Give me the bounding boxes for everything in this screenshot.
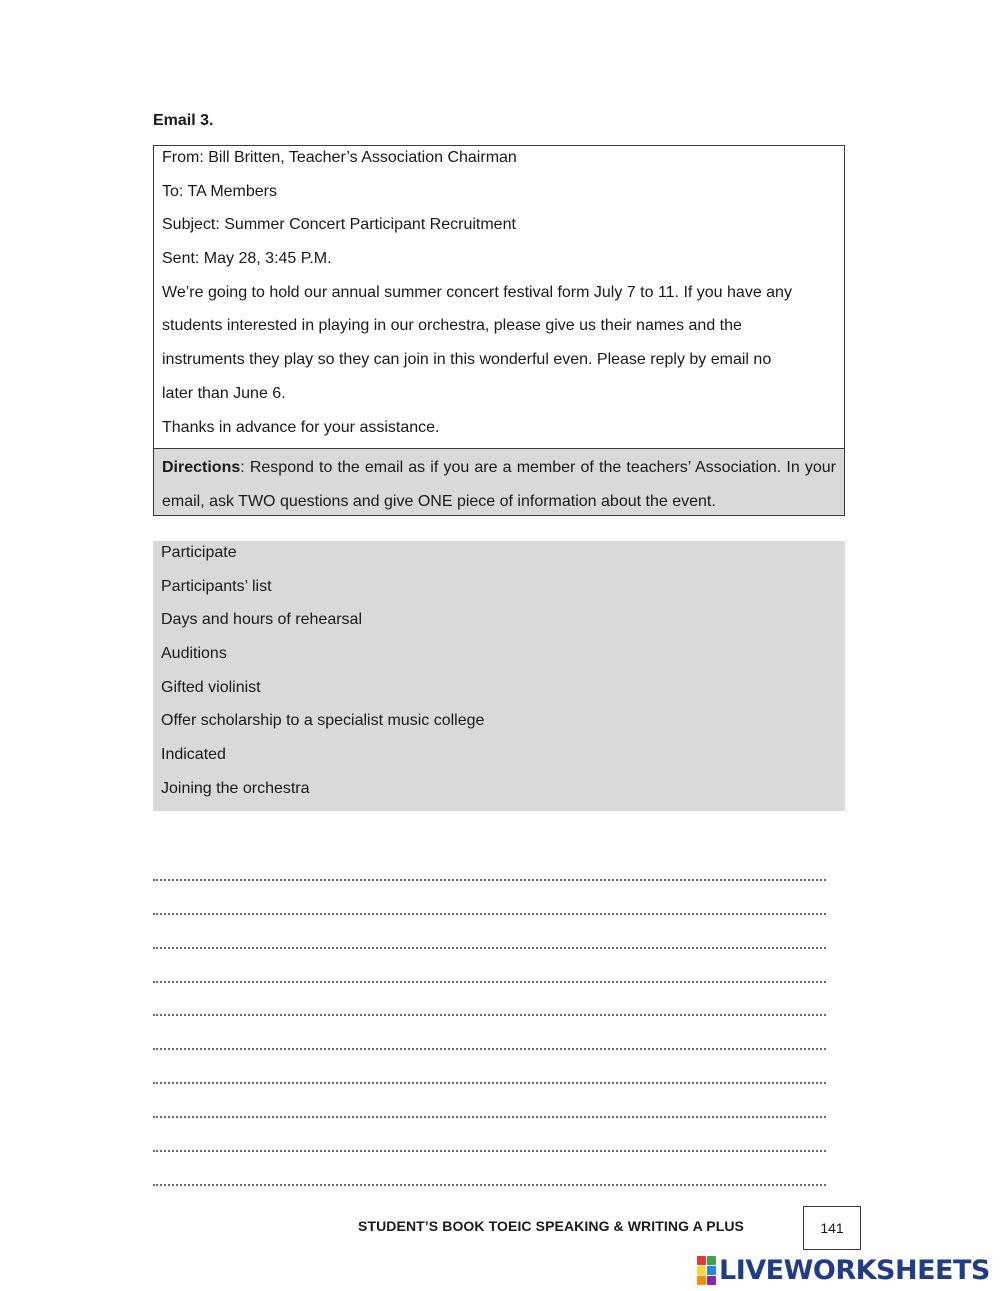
word-list-box — [153, 541, 845, 811]
email-body-line: instruments they play so they can join in this wonderful even. Please reply by email no — [162, 351, 772, 369]
answer-line[interactable] — [153, 847, 826, 881]
word-list-item: Participate — [161, 544, 237, 561]
word-list-item: Days and hours of rehearsal — [161, 611, 362, 629]
word-list-item: Indicated — [161, 746, 226, 764]
answer-line[interactable] — [153, 1152, 826, 1186]
email-body-line: later than June 6. — [162, 384, 286, 402]
email-body-line: We’re going to hold our annual summer concert festival form July 7 to 11. If you have any — [162, 283, 792, 301]
email-subject: Subject: Summer Concert Participant Recruitment — [162, 216, 516, 234]
answer-line[interactable] — [153, 983, 826, 1017]
logo-block — [697, 1276, 706, 1285]
email-from: From: Bill Britten, Teacher’s Association Chairman — [162, 149, 517, 166]
email-sent: Sent: May 28, 3:45 P.M. — [162, 250, 332, 268]
answer-line[interactable] — [153, 881, 826, 915]
book-title-footer: STUDENT’S BOOK TOEIC SPEAKING & WRITING A PLUS — [358, 1218, 744, 1234]
email-to: To: TA Members — [162, 182, 277, 200]
logo-block — [707, 1276, 716, 1285]
answer-line[interactable] — [153, 1084, 826, 1118]
directions-text — [162, 451, 836, 518]
answer-area[interactable] — [153, 847, 826, 1186]
liveworksheets-logo — [697, 1254, 990, 1286]
email-closing: Thanks in advance for your assistance. — [162, 418, 440, 436]
answer-line[interactable] — [153, 949, 826, 983]
logo-text: LIVEWORKSHEETS — [719, 1254, 990, 1286]
email-body — [162, 146, 836, 449]
logo-blocks-icon — [697, 1256, 716, 1285]
word-list-item: Joining the orchestra — [161, 779, 310, 797]
directions-box — [154, 448, 844, 515]
answer-line[interactable] — [153, 1016, 826, 1050]
logo-block — [707, 1256, 716, 1265]
word-list-item: Gifted violinist — [161, 678, 261, 696]
logo-block — [697, 1256, 706, 1265]
answer-line[interactable] — [153, 1118, 826, 1152]
word-list-item: Participants’ list — [161, 577, 272, 595]
answer-line[interactable] — [153, 915, 826, 949]
email-heading: Email 3. — [153, 112, 214, 129]
word-list-item: Offer scholarship to a specialist music college — [161, 712, 485, 730]
directions-instructions: : Respond to the email as if you are a member of the teachers’ Association. In your email, ask TWO questions and give ONE piece of information about the event. — [162, 459, 836, 510]
email-box — [153, 145, 845, 516]
email-body-line: students interested in playing in our orchestra, please give us their names and the — [162, 317, 742, 335]
directions-label: Directions — [162, 459, 241, 476]
logo-block — [697, 1266, 706, 1275]
logo-block — [707, 1266, 716, 1275]
page-number: 141 — [803, 1206, 861, 1250]
word-list-item: Auditions — [161, 645, 227, 663]
answer-line[interactable] — [153, 1050, 826, 1084]
